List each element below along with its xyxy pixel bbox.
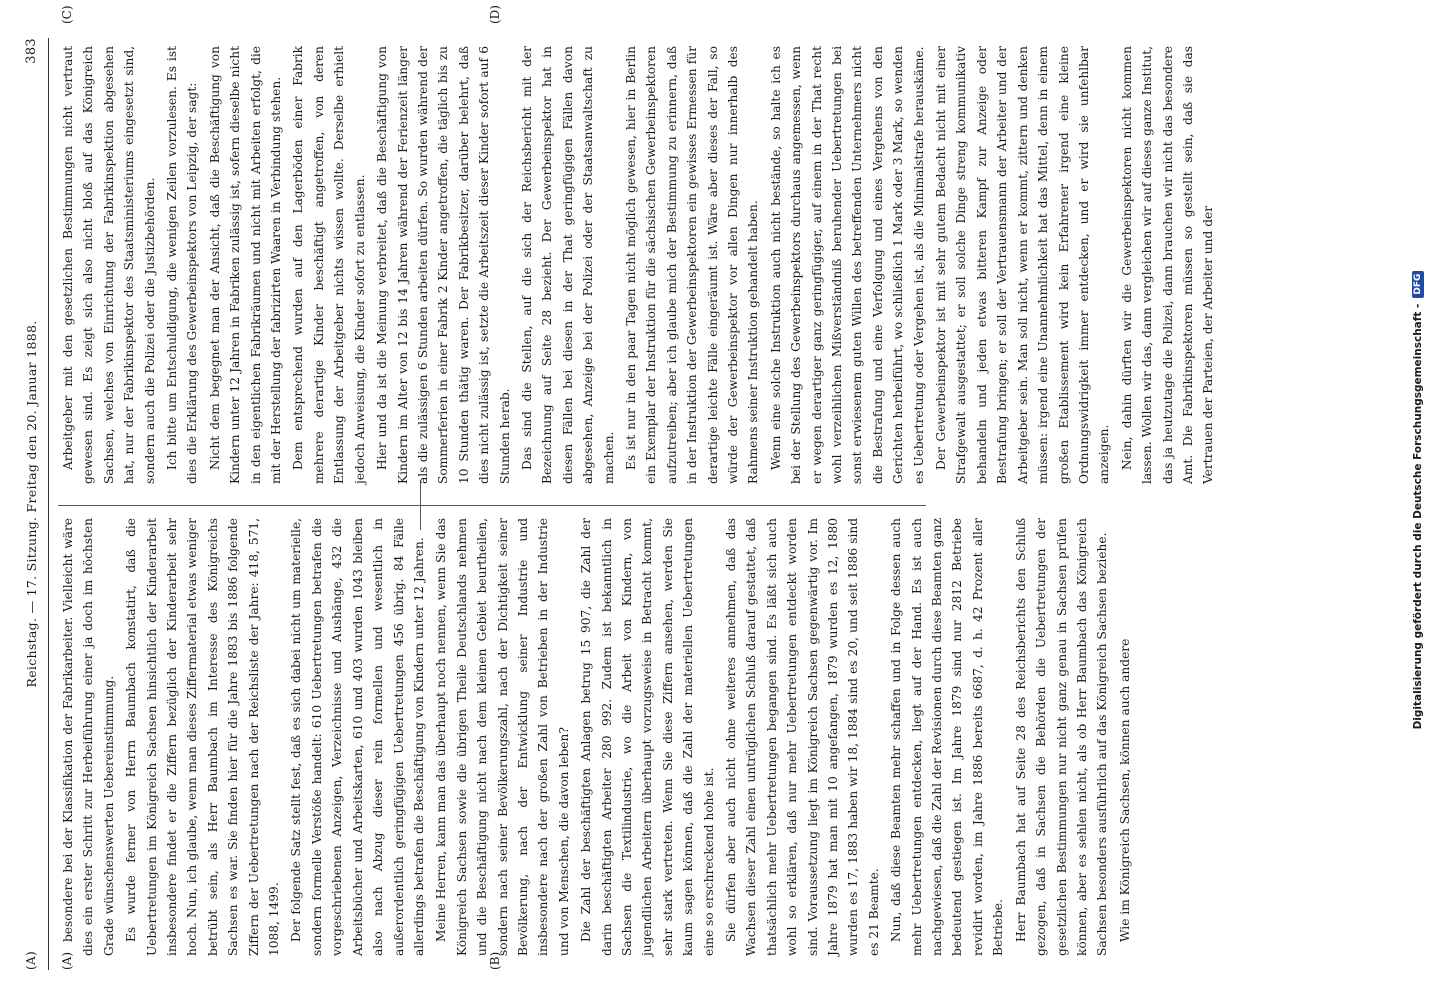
column-divider xyxy=(58,505,926,506)
header-rule xyxy=(48,38,49,970)
margin-marker-c: (C) xyxy=(60,5,74,24)
header-marker: (A) xyxy=(24,951,38,970)
paragraph: besondere bei der Klassifikation der Fabrikarbeiter. Vielleicht wäre dies ein erster Schritt zur Herbeiführung einer ja doch im höchsten Grade wünschenswerten Uebereinstimmung. xyxy=(61,518,116,956)
paragraph: Der folgende Satz stellt fest, daß es sich dabei nicht um materielle, sondern formelle Verstöße handelt: 610 Uebertretungen betrafen die vorgeschriebenen Anzeigen, Verzeichnisse und Aushänge, 432 die Arbeitsbücher und Arbeitskarten, 610 und 403 wurden 1043 bleiben also nach Abzug dieser rein formellen und wesentlich in außerordentlich geringfügigen Uebertretungen 456 übrig. 84 Fälle allerdings betrafen die Beschäftigung von Kindern unter 12 Jahren. xyxy=(289,518,426,956)
column-divider-tick xyxy=(420,480,421,530)
running-head xyxy=(24,38,46,970)
paragraph: Wenn eine solche Instruktion auch nicht bestände, so halte ich es bei der Stellung des Gewerbeinspektors durchaus angemessen, wenn er wegen derartiger ganz geringfügiger, auf einem in der That recht wohl verzeihlichen Mißverständniß beruhender Uebertretungen bei sonst erwiesenem guten Willen des betreffenden Unternehmers nicht die Bestrafung und eine Verfolgung und eines Vergehens von den Gerichten herbeiführt, wo schließlich 1 Mark oder 3 Mark, so wenden es Uebertretung oder Vergehen ist, als die Minimalstrafe herauskäme. xyxy=(768,46,926,484)
paragraph: Die Zahl der beschäftigten Anlagen betrug 15 907, die Zahl der darin beschäftigten Arbeiter 280 992. Zudem ist bekanntlich in Sachsen die Textilindustrie, wo die Arbeit von Kindern, von jugendlichen Arbeitern überhaupt vorzugsweise in Betracht kommt, sehr stark vertreten. Wenn Sie diese Ziffern ansehen, werden Sie kaum sagen können, daß die Zahl der materiellen Uebertretungen eine so erschreckend hohe ist. xyxy=(579,518,716,956)
paragraph: Nein, dahin dürften wir die Gewerbeinspektoren nicht kommen lassen. Wollen wir das, dann vergleichen wir auf dieses ganze Institut, das ja heutzutage die Polizei, dann brauchen wir nicht das besondere Amt. Die Fabrikinspektoren müssen so gestellt sein, daß sie das Vertrauen der Parteien, der Arbeiter und der xyxy=(1119,46,1216,484)
paragraph: Dem entsprechend wurden auf den Lagerböden einer Fabrik mehrere derartige Kinder beschäftigt angetroffen, von deren Entlassung der Arbeitgeber nichts wissen wollte. Derselbe erhielt jedoch Anweisung, die Kinder sofort zu entlassen. xyxy=(291,46,367,484)
paragraph: Wie im Königreich Sachsen, können auch andere xyxy=(1117,638,1132,942)
paragraph: Nun, daß diese Beamten mehr schaffen und in Folge dessen auch mehr Uebertretungen entdecken, liegt auf der Hand. Es ist auch nachgewiesen, daß die Zahl der Revisionen durch diese Beamten ganz bedeutend gestiegen ist. Im Jahre 1879 sind nur 2812 Betriebe revidirt worden, im Jahre 1886 bereits 6687, d. h. 42 Prozent aller Betriebe. xyxy=(889,518,1006,956)
paragraph: Es wurde ferner von Herrn Baumbach konstatirt, daß die Uebertretungen im Königreich Sachsen hinsichtlich der Kinderarbeit insbesondere findet er die Ziffern bezüglich der Kinderarbeit sehr hoch. Nun, ich glaube, wenn man dieses Ziffermaterial etwas weniger betrübt sein, als Herr Baumbach im Interesse des Königreichs Sachsen es war. Sie finden hier für die Jahre 1883 bis 1886 folgende Ziffern der Uebertretungen nach der Reichsliste der Jahre: 418, 571, 1088, 1499. xyxy=(124,518,282,956)
paragraph: Hier und da ist die Meinung verbreitet, daß die Beschäftigung von Kindern im Alter von 12 bis 14 Jahren während der Ferienzeit länger als die zulässigen 6 Stunden arbeiten dürfen. So wurden während der Sommerferien in einer Fabrik 2 Kinder angetroffen, die täglich bis zu 10 Stunden thätig waren. Der Fabrikbesitzer, darüber belehrt, daß dies nicht zulässig ist, setzte die Arbeitszeit dieser Kinder sofort auf 6 Stunden herab. xyxy=(375,46,512,484)
dfg-logo: DFG xyxy=(1412,271,1424,298)
paragraph: Ich bitte um Entschuldigung, die wenigen Zeilen vorzulesen. Es ist dies die Erklärung des Gewerbeinspektors von Leipzig, der sagt: xyxy=(165,46,200,484)
paragraph: Nicht dem begegnet man der Ansicht, daß die Beschäftigung von Kindern unter 12 Jahren in Fabriken zulässig ist, sofern dieselbe nicht in den eigentlichen Fabrikräumen und nicht mit Arbeiten erfolgt, die mit der Herstellung der fabrizirten Waaren in Verbindung stehen. xyxy=(207,46,284,484)
margin-marker-b: (B) xyxy=(488,951,502,970)
text-column-right xyxy=(58,46,1216,484)
digitization-note: Digitalisierung gefördert durch die Deutsche Forschungsgemeinschaft - xyxy=(1412,303,1424,730)
page-title: Reichstag. — 17. Sitzung. Freitag den 20. Januar 1888. xyxy=(24,320,39,688)
paragraph: Es ist nur in den paar Tagen nicht möglich gewesen, hier in Berlin ein Exemplar der Instruktion für die sächsischen Gewerbeinspektoren aufzutreiben; aber ich glaube mich der Bestimmung zu erinnern, daß in der Instruktion der Gewerbeinspektoren ein gewisses Ermessen für derartige leichte Fälle eingeräumt ist. Wäre aber dieses der Fall, so würde der Gewerbeinspektor vor allen Dingen nur innerhalb des Rahmens seiner Instruktion gehandelt haben. xyxy=(623,46,761,484)
page-number: 383 xyxy=(24,38,39,64)
paragraph: Sie dürfen aber auch nicht ohne weiteres annehmen, daß das Wachsen dieser Zahl einen untrüglichen Schluß darauf gestattet, daß thatsächlich mehr Uebertretungen begangen sind. Es läßt sich auch wohl so erklären, daß nur mehr Uebertretungen entdeckt worden sind. Voraussetzung liegt im Königreich Sachsen gegenwärtig vor. Im Jahre 1879 hat man mit 10 angefangen, 1879 wurden es 12, 1880 wurden es 17, 1883 haben wir 18, 1884 sind es 20, und seit 1886 sind es 21 Beamte. xyxy=(724,518,881,956)
paragraph: Der Gewerbeinspektor ist mit sehr gutem Bedacht nicht mit einer Strafgewalt ausgestattet; er soll solche Dinge streng kommunikativ behandeln und jeden etwas bitteren Kampf zur Anzeige oder Bestrafung bringen; er soll der Vertrauensmann der Arbeiter und der Arbeitgeber sein. Man soll nicht, wenn er kommt, zittern und denken müssen: irgend eine Unannehmlichkeit hat das Mittel, denn in einem großen Etablissement wird kein Erfahrener irgend eine kleine Ordnungswidrigkeit immer entdecken, und er wird sie unfehlbar anzeigen. xyxy=(934,46,1112,484)
paragraph: Meine Herren, kann man das überhaupt noch nennen, wenn Sie das Königreich Sachsen sowie die übrigen Theile Deutschlands nehmen und die Beschäftigung nicht nach dem kleinen Gebiet beurtheilen, sondern nach seiner Bevölkerungszahl, nach der Dichtigkeit seiner Bevölkerung, nach der Entwicklung seiner Industrie und insbesondere nach der großen Zahl von Betrieben in der Industrie und von Menschen, die davon leben? xyxy=(434,518,571,956)
margin-marker-a: (A) xyxy=(60,951,74,970)
paragraph: Herr Baumbach hat auf Seite 28 des Reichsberichts den Schluß gezogen, daß in Sachsen die Behörden die Uebertretungen der gesetzlichen Bestimmungen nur nicht ganz genau in Sachsen prüfen können, aber es sehlen nicht, als ob Herr Baumbach das Königreich Sachsen besonders ausführlich auf das Königreich Sachsen beziehe. xyxy=(1013,518,1110,956)
paragraph: Das sind die Stellen, auf die sich der Reichsbericht mit der Bezeichnung auf Seite 28 bezieht. Der Gewerbeinspektor hat in diesen Fällen bei diesen in der That geringfügigen Fällen davon abgesehen, Anzeige bei der Polizei oder der Staatsanwaltschaft zu machen. xyxy=(519,46,616,484)
digitization-footer xyxy=(1404,0,1432,1000)
paragraph: Arbeitgeber mit den gesetzlichen Bestimmungen nicht vertraut gewesen sind. Es zeigt sich also nicht bloß auf das Königreich Sachsen, welches von Einrichtung der Fabrikinspektion abgesehen hat, nur der Fabrikinspektor des Staatsministeriums eingesetzt sind, sondern auch die Polizei oder die Justizbehörden. xyxy=(61,46,157,484)
margin-marker-d: (D) xyxy=(488,5,502,24)
text-column-left xyxy=(58,518,1132,956)
